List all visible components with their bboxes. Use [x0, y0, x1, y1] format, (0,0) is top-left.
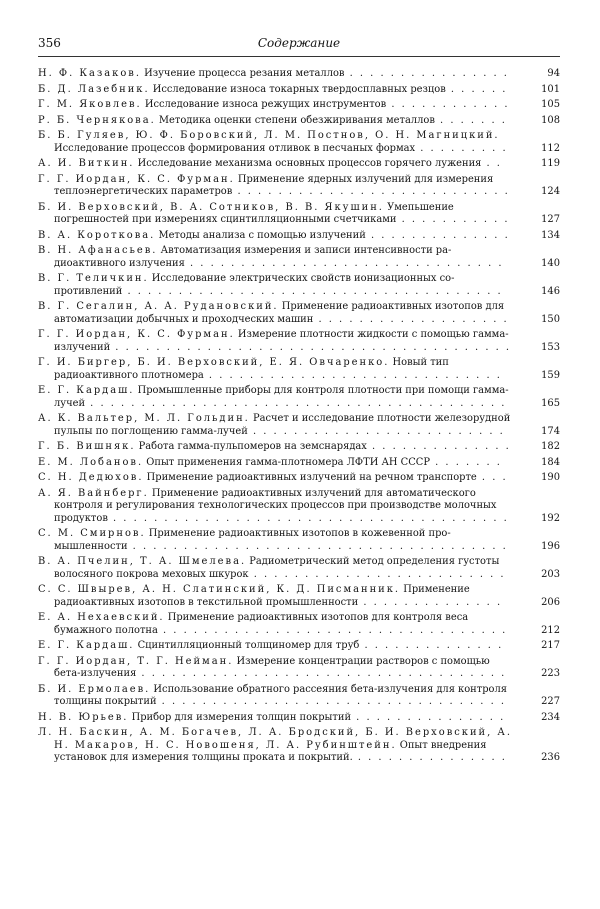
toc-page-number: 108 — [541, 114, 560, 126]
toc-page-number: 101 — [541, 83, 560, 95]
toc-title: Изучение процесса резания металлов — [140, 68, 345, 79]
toc-page-number: 227 — [541, 696, 560, 707]
toc-title: Применение радиоактивных изотопов для контроля веса бумажного полотна — [54, 612, 469, 636]
toc-title: Промышленные приборы для контроля плотности при помощи гамма-лучей — [54, 385, 509, 409]
leader-dots: . . . . . . . . . . . . . . — [365, 229, 510, 241]
running-title: Содержание — [257, 36, 341, 50]
toc-entry — [38, 727, 560, 765]
toc-author: Н. В. Юрьев. — [38, 711, 129, 723]
leader-dots: . . . . . . . . . . . . . . — [359, 640, 504, 651]
leader-dots: . . . . . . . . . . . . . . . — [352, 752, 507, 763]
toc-page-number: 234 — [541, 711, 560, 723]
toc-page-number: 223 — [541, 668, 560, 679]
leader-dots: . . . . . . . . . . . . . . . . . . . . . . . . . . . . . . . . . . . . — [136, 668, 507, 679]
leader-dots: . . . . . . . . . . . . . . . . . . . . . . . . . . . . . . . . . . . . . . . . . — [85, 397, 507, 409]
leader-dots: . . . . . . . . . . . . . . . . . . . . . . . . . . . — [232, 186, 510, 197]
toc-title: Прибор для измерения толщин покрытий — [128, 711, 352, 723]
toc-author: В. Г. Теличкин. — [38, 273, 149, 284]
toc-entry-text — [38, 130, 516, 155]
leader-dots: . . . . . . . . . . . . . . — [366, 441, 511, 452]
toc-page-number: 105 — [541, 99, 560, 110]
toc-entry-text — [38, 712, 516, 725]
toc-entry — [38, 245, 560, 270]
toc-title: Новый тип радиоактивного плотномера — [54, 357, 449, 381]
page-number: 356 — [38, 36, 61, 50]
toc-entry-text — [38, 584, 516, 609]
toc-entry-text — [38, 301, 516, 326]
toc-entry — [38, 301, 560, 326]
toc-author: А. И. Виткин. — [38, 158, 135, 169]
leader-dots: . . . . . . . . . . . . . . . — [351, 711, 506, 723]
toc-entry-text — [38, 488, 516, 526]
toc-title: Применение радиоактивных изотопов в текстильной промышленности — [54, 584, 470, 608]
toc-author: Р. Б. Чернякова. — [38, 114, 156, 126]
toc-author: Г. Г. Иордан, К. С. Фурман. — [38, 329, 235, 340]
leader-dots: . . . . . . . . . . . . — [386, 99, 510, 110]
toc-entry-text — [38, 245, 516, 270]
toc-entry — [38, 357, 560, 382]
toc-entry — [38, 640, 560, 653]
leader-dots: . . . . . . . . . . . . . . . . . . . . . . . . . . . . . . . . . . — [156, 696, 506, 707]
toc-entry — [38, 385, 560, 410]
toc-title: Сцинтилляционный толщиномер для труб — [134, 640, 360, 651]
toc-author: Е. А. Нехаевский. — [38, 612, 165, 623]
toc-page-number: 206 — [541, 596, 560, 608]
toc-entry — [38, 230, 560, 243]
leader-dots: . . . . . . . — [430, 456, 502, 468]
toc-entry-text — [38, 684, 516, 709]
leader-dots: . . . . . . . — [434, 114, 507, 126]
toc-page-number: 153 — [541, 341, 560, 353]
toc-entry-text — [38, 273, 516, 298]
toc-page-number: 150 — [541, 313, 560, 325]
toc-entry-text — [38, 84, 516, 97]
toc-page-number: 134 — [541, 229, 560, 241]
toc-page-number: 236 — [541, 752, 560, 763]
toc-author: Е. М. Лобанов. — [38, 456, 144, 468]
toc-title: Применение радиоактивных изотопов в кожевенной промышленности — [54, 528, 451, 552]
toc-page-number: 196 — [541, 540, 560, 552]
toc-title: Использование обратного рассеяния бета-излучения для контроля толщины покрытий — [54, 683, 507, 707]
toc-title: Методика оценки степени обезжиривания металлов — [155, 114, 435, 126]
toc-author: Л. Н. Баскин, А. М. Богачев, Л. А. Бродский, Б. И. Верховский, А. Н. Макаров, Н. С. Новошеня, Л. А. Рубинштейн. — [38, 727, 513, 751]
toc-page-number: 159 — [541, 369, 560, 381]
toc-title: Методы анализа с помощью излучений — [155, 229, 366, 241]
leader-dots: . . . — [476, 472, 508, 483]
leader-dots: . . . . . . . . . . . — [396, 214, 510, 225]
toc-entry — [38, 441, 560, 454]
leader-dots: . . . . . . . . . . . . . . . . . . . . . . . . . . . . . . . . . . . . . . . — [110, 341, 512, 353]
toc-entry — [38, 413, 560, 438]
toc-entry — [38, 115, 560, 128]
toc-author: Е. Г. Кардаш. — [38, 640, 135, 651]
toc-title: Работа гамма-пульпомеров на земснарядах — [135, 441, 367, 452]
toc-author: В. Г. Сегалин, А. А. Рудановский. — [38, 301, 279, 312]
toc-author: Г. М. Яковлев. — [38, 99, 142, 110]
toc-page-number: 124 — [541, 186, 560, 197]
toc-entry-text — [38, 174, 516, 199]
toc-title: Применение радиоактивных излучений на речном транспорте — [143, 472, 477, 483]
toc-page-number: 94 — [547, 68, 560, 79]
toc-title: Применение радиоактивных излучений для автоматического контроля и регулирования технологических процессов при производстве молочных продуктов — [54, 487, 497, 524]
toc-entry-text — [38, 612, 516, 637]
toc-page-number: 182 — [541, 441, 560, 452]
toc-entry — [38, 556, 560, 581]
leader-dots: . . . . . . . . . — [415, 142, 508, 154]
toc-author: Е. Г. Кардаш. — [38, 385, 135, 396]
toc-entry-text — [38, 656, 516, 681]
toc-author: Б. И. Ермолаев. — [38, 683, 151, 695]
toc-author: В. Н. Афанасьев. — [38, 245, 158, 256]
toc-entry-text — [38, 115, 516, 128]
toc-author: Б. Б. Гуляев, Ю. Ф. Боровский, Л. М. Постнов, О. Н. Магницкий. — [38, 130, 500, 141]
toc-author: Б. Д. Лазебник. — [38, 83, 150, 95]
leader-dots: . . — [481, 158, 502, 169]
leader-dots: . . . . . . . . . . . . . . . . . . . . . . . . . . . . . . . . . . . . . — [122, 285, 503, 297]
toc-author: С. М. Смирнов. — [38, 528, 146, 539]
toc-page-number: 112 — [541, 142, 560, 154]
toc-entry — [38, 158, 560, 171]
toc-title: Исследование износа токарных твердосплавных резцов — [149, 83, 446, 95]
toc-title: Опыт применения гамма-плотномера ЛФТИ АН СССР — [143, 456, 430, 468]
toc-entry-text — [38, 472, 516, 485]
toc-title: Исследование электрических свойств ионизационных сопротивлений — [54, 273, 455, 297]
toc-entry-text — [38, 640, 516, 653]
toc-page-number: 127 — [541, 214, 560, 225]
toc-entry — [38, 457, 560, 470]
toc-author: Г. Б. Вишняк. — [38, 441, 136, 452]
toc-entry — [38, 684, 560, 709]
toc-entry-text — [38, 329, 516, 354]
toc-entry — [38, 488, 560, 526]
toc-author: Г. Г. Иордан, Т. Г. Нейман. — [38, 655, 234, 667]
toc-entry — [38, 202, 560, 227]
toc-author: Г. И. Биргер, Б. И. Верховский, Е. Я. Овчаренко. — [38, 357, 390, 368]
toc-entry — [38, 174, 560, 199]
toc-title: Исследование износа режущих инструментов — [141, 99, 387, 110]
toc-entry-text — [38, 158, 516, 171]
toc-entry — [38, 584, 560, 609]
toc-page-number: 203 — [541, 568, 560, 580]
toc-entry — [38, 612, 560, 637]
toc-author: А. Я. Вайнберг. — [38, 487, 149, 499]
toc-author: С. С. Швырев, А. Н. Слатинский, К. Д. Писманник. — [38, 584, 401, 595]
toc-author: С. Н. Дедюхов. — [38, 472, 144, 483]
header-rule — [38, 56, 560, 57]
toc-author: Г. Г. Иордан, К. С. Фурман. — [38, 173, 235, 185]
toc-author: Б. И. Верховский, В. А. Сотников, В. В. Якушин. — [38, 201, 384, 213]
toc-entry — [38, 472, 560, 485]
toc-entry-text — [38, 441, 516, 454]
toc-entry-text — [38, 556, 516, 581]
toc-entry — [38, 329, 560, 354]
toc-entry-text — [38, 357, 516, 382]
toc-title: Радиометрический метод определения густоты волосяного покрова меховых шкурок — [54, 556, 500, 580]
toc-entry — [38, 273, 560, 298]
toc-page-number: 184 — [541, 456, 560, 468]
toc-entry-text — [38, 457, 516, 470]
toc-page-number: 212 — [541, 624, 560, 636]
toc-title: Расчет и исследование плотности железорудной пульпы по поглощению гамма-лучей — [54, 413, 511, 437]
leader-dots: . . . . . . . . . . . . . . . . . . . . . . . . . . . . . . . . . . . . . — [127, 540, 508, 552]
leader-dots: . . . . . . . . . . . . . . . . . . . . . . . . . — [247, 425, 505, 437]
toc-page-number: 190 — [541, 472, 560, 483]
toc-author: А. К. Вальтер, М. Л. Гольдин. — [38, 413, 250, 424]
table-of-contents — [38, 68, 560, 768]
toc-page-number: 192 — [541, 512, 560, 524]
toc-entry-text — [38, 727, 516, 765]
toc-entry — [38, 712, 560, 725]
toc-author: Н. Ф. Казаков. — [38, 68, 141, 79]
toc-entry-text — [38, 528, 516, 553]
toc-page-number: 119 — [541, 158, 560, 169]
toc-title: Применение радиоактивных изотопов для автоматизации добычных и проходческих машин — [54, 301, 505, 325]
toc-entry — [38, 656, 560, 681]
toc-page-number: 165 — [541, 397, 560, 409]
toc-title: Измерение концентрации растворов с помощью бета-излучения — [54, 655, 490, 679]
toc-entry — [38, 130, 560, 155]
toc-entry-text — [38, 202, 516, 227]
page-header — [38, 36, 560, 52]
toc-author: В. А. Короткова. — [38, 229, 156, 241]
leader-dots: . . . . . . — [445, 83, 508, 95]
toc-page-number: 217 — [541, 640, 560, 651]
toc-title: Опыт внедрения установок для измерения толщины проката и покрытий. — [54, 739, 487, 763]
toc-entry-text — [38, 413, 516, 438]
leader-dots: . . . . . . . . . . . . . . . . . . . — [313, 313, 509, 325]
leader-dots: . . . . . . . . . . . . . . . . — [344, 68, 509, 79]
toc-entry-text — [38, 99, 516, 112]
toc-author: В. А. Пчелин, Т. А. Шмелева. — [38, 556, 247, 567]
toc-page-number: 140 — [541, 257, 560, 269]
toc-title: Исследование процессов формирования отливок в песчаных формах — [54, 142, 416, 154]
toc-page-number: 174 — [541, 425, 560, 437]
toc-entry-text — [38, 230, 516, 243]
toc-title: Измерение плотности жидкости с помощью гамма-излучений — [54, 329, 509, 353]
leader-dots: . . . . . . . . . . . . . . . . . . . . . . . . . . . . . . . — [184, 257, 504, 269]
leader-dots: . . . . . . . . . . . . . . . . . . . . . . . . . . . . . — [203, 369, 502, 381]
leader-dots: . . . . . . . . . . . . . . — [358, 596, 503, 608]
toc-entry — [38, 99, 560, 112]
toc-entry — [38, 68, 560, 81]
toc-entry — [38, 84, 560, 97]
toc-title: Умепьшение погрешностей при измерениях сцинтилляционными счетчиками — [54, 201, 454, 225]
toc-page-number: 146 — [541, 285, 560, 297]
toc-title: Исследование механизма основных процессов горячего лужения — [134, 158, 482, 169]
toc-entry-text — [38, 68, 516, 81]
leader-dots: . . . . . . . . . . . . . . . . . . . . . . . . . . . . . . . . . . — [157, 624, 508, 636]
toc-title: Автоматизация измерения и записи интенсивности радиоактивного излучения — [54, 245, 452, 269]
toc-entry-text — [38, 385, 516, 410]
toc-entry — [38, 528, 560, 553]
leader-dots: . . . . . . . . . . . . . . . . . . . . . . . . . . . . . . . . . . . . . . . — [107, 512, 509, 524]
toc-title: Применение ядерных излучений для измерения теплоэнергетических параметров — [54, 173, 494, 197]
leader-dots: . . . . . . . . . . . . . . . . . . . . . . . . . — [248, 568, 506, 580]
